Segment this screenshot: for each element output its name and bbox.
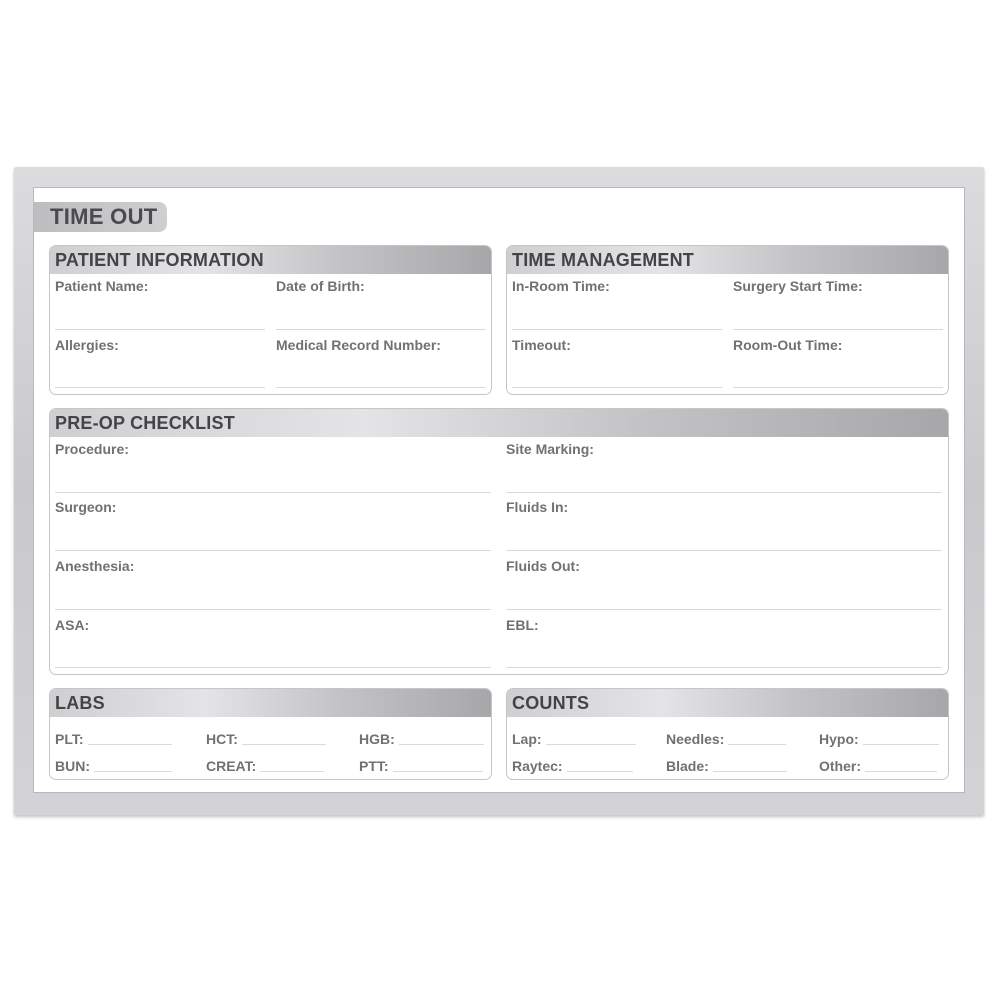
blade-label: Blade: (666, 758, 709, 774)
other-line (865, 771, 937, 772)
patient-name-field[interactable] (55, 329, 265, 330)
plt-line (88, 744, 172, 745)
asa-label: ASA: (55, 617, 90, 633)
hypo-line (863, 744, 939, 745)
plt-field[interactable] (55, 731, 172, 747)
surgeon-field[interactable] (55, 550, 491, 551)
ebl-field[interactable] (506, 667, 942, 668)
allergies-label: Allergies: (55, 337, 119, 353)
surgery-start-time-field[interactable] (733, 329, 943, 330)
ptt-label: PTT: (359, 758, 389, 774)
other-field[interactable] (819, 758, 937, 774)
timeout-label: Timeout: (512, 337, 571, 353)
creat-field[interactable] (206, 758, 324, 774)
raytec-label: Raytec: (512, 758, 563, 774)
counts-panel (506, 688, 949, 780)
creat-line (260, 771, 324, 772)
creat-label: CREAT: (206, 758, 257, 774)
plt-label: PLT: (55, 731, 84, 747)
ptt-field[interactable] (359, 758, 483, 774)
labs-panel (49, 688, 492, 780)
surgery-start-time-label: Surgery Start Time: (733, 278, 863, 294)
other-label: Other: (819, 758, 861, 774)
lap-line (546, 744, 636, 745)
board-title: TIME OUT (34, 202, 167, 232)
needles-line (728, 744, 786, 745)
medical-record-number-field[interactable] (276, 387, 486, 388)
patient-information-heading: PATIENT INFORMATION (50, 246, 491, 274)
labs-heading: LABS (50, 689, 491, 717)
patient-information-panel (49, 245, 492, 395)
fluids-out-field[interactable] (506, 609, 942, 610)
whiteboard-surface (33, 187, 965, 793)
bun-field[interactable] (55, 758, 172, 774)
procedure-field[interactable] (55, 492, 491, 493)
hct-label: HCT: (206, 731, 238, 747)
in-room-time-label: In-Room Time: (512, 278, 610, 294)
lap-field[interactable] (512, 731, 636, 747)
room-out-time-field[interactable] (733, 387, 943, 388)
fluids-in-label: Fluids In: (506, 499, 569, 515)
site-marking-label: Site Marking: (506, 441, 594, 457)
hct-line (242, 744, 326, 745)
hypo-label: Hypo: (819, 731, 859, 747)
lap-label: Lap: (512, 731, 542, 747)
bun-label: BUN: (55, 758, 90, 774)
blade-line (713, 771, 787, 772)
time-management-heading: TIME MANAGEMENT (507, 246, 948, 274)
blade-field[interactable] (666, 758, 787, 774)
hct-field[interactable] (206, 731, 326, 747)
fluids-out-label: Fluids Out: (506, 558, 580, 574)
hypo-field[interactable] (819, 731, 939, 747)
ptt-line (393, 771, 483, 772)
pre-op-checklist-heading: PRE-OP CHECKLIST (50, 409, 948, 437)
pre-op-checklist-panel (49, 408, 949, 675)
room-out-time-label: Room-Out Time: (733, 337, 843, 353)
ebl-label: EBL: (506, 617, 539, 633)
raytec-line (567, 771, 633, 772)
site-marking-field[interactable] (506, 492, 942, 493)
timeout-field[interactable] (512, 387, 722, 388)
in-room-time-field[interactable] (512, 329, 722, 330)
hgb-field[interactable] (359, 731, 484, 747)
raytec-field[interactable] (512, 758, 633, 774)
fluids-in-field[interactable] (506, 550, 942, 551)
hgb-line (399, 744, 484, 745)
asa-field[interactable] (55, 667, 491, 668)
surgeon-label: Surgeon: (55, 499, 117, 515)
allergies-field[interactable] (55, 387, 265, 388)
time-management-panel (506, 245, 949, 395)
whiteboard-frame (14, 167, 984, 815)
needles-field[interactable] (666, 731, 786, 747)
medical-record-number-label: Medical Record Number: (276, 337, 441, 353)
counts-heading: COUNTS (507, 689, 948, 717)
date-of-birth-field[interactable] (276, 329, 486, 330)
hgb-label: HGB: (359, 731, 395, 747)
anesthesia-label: Anesthesia: (55, 558, 135, 574)
anesthesia-field[interactable] (55, 609, 491, 610)
patient-name-label: Patient Name: (55, 278, 149, 294)
needles-label: Needles: (666, 731, 725, 747)
date-of-birth-label: Date of Birth: (276, 278, 365, 294)
procedure-label: Procedure: (55, 441, 129, 457)
bun-line (94, 771, 172, 772)
